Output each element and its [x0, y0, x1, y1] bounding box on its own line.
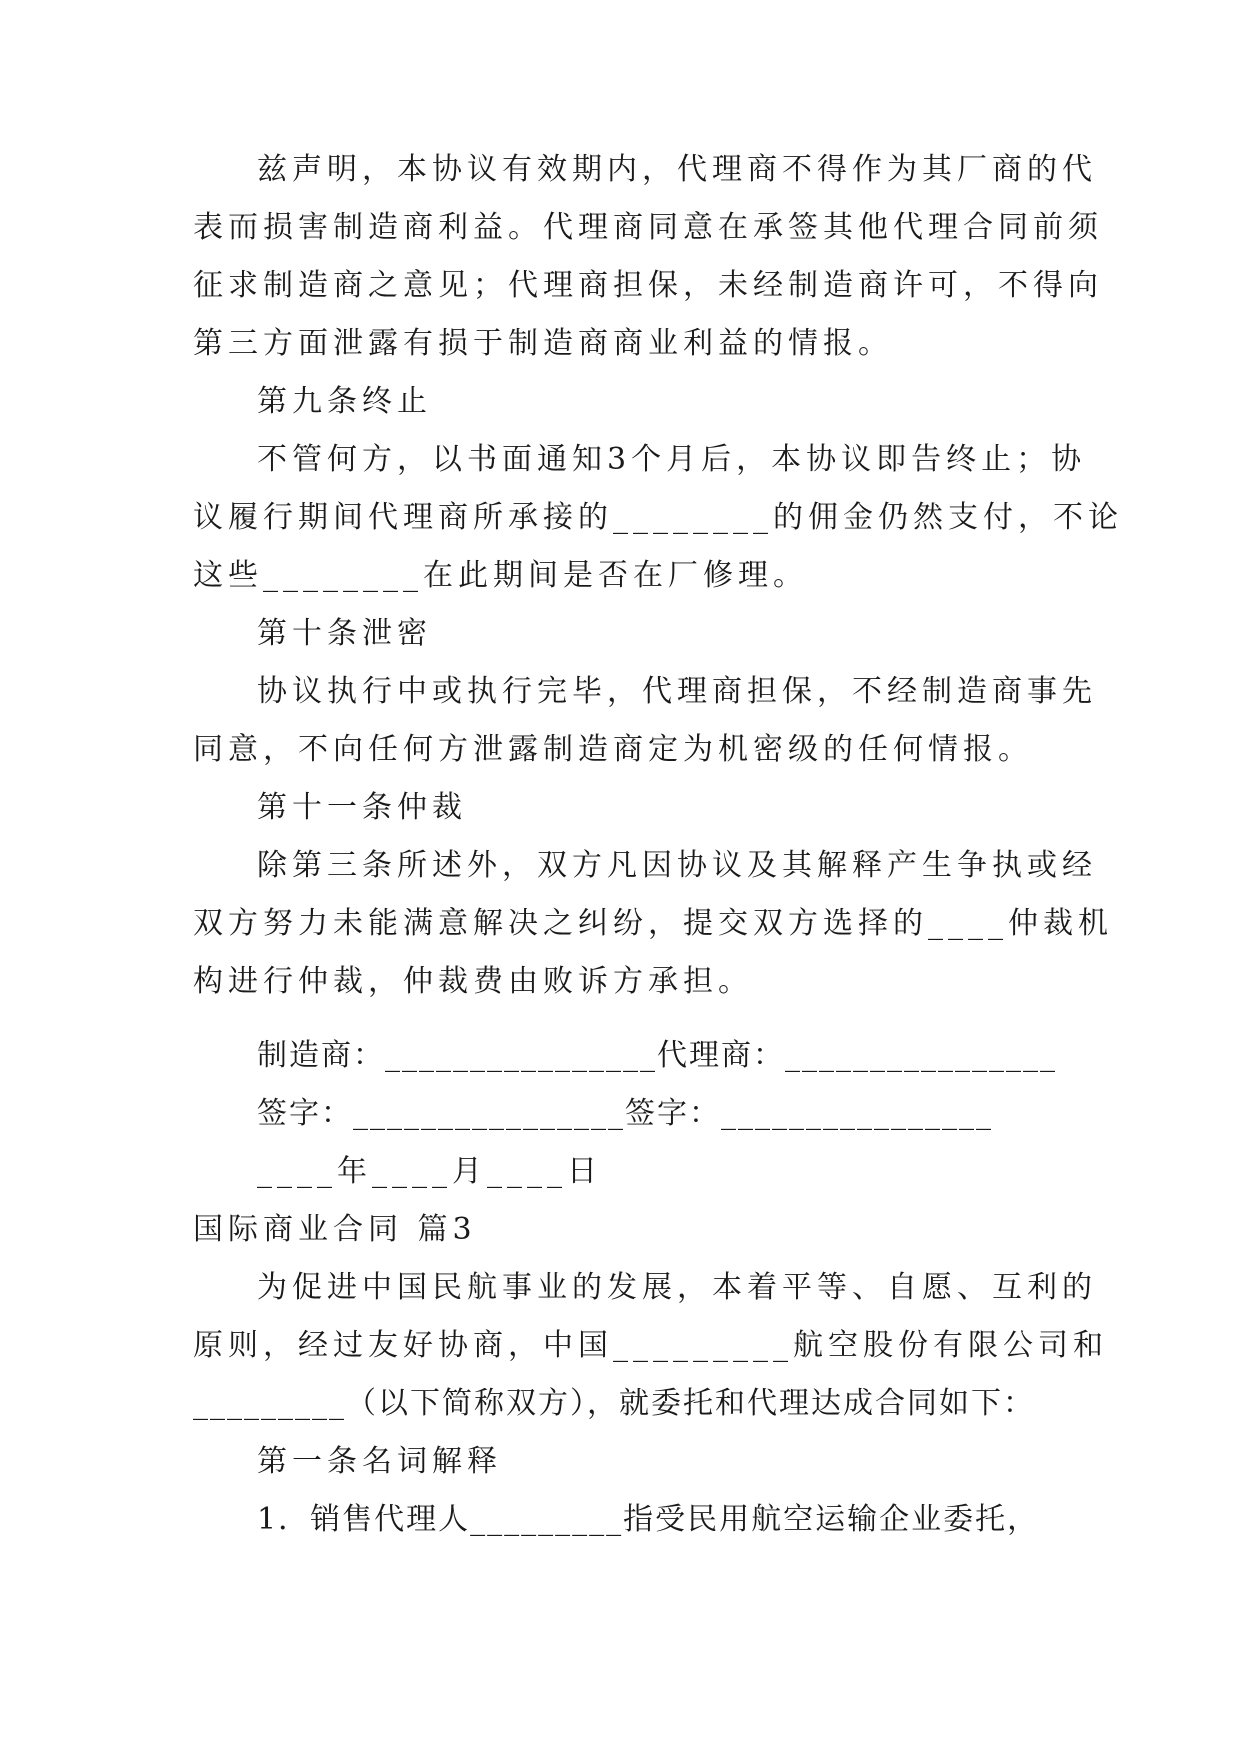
paragraph-line: 表而损害制造商利益。代理商同意在承签其他代理合同前须 [193, 210, 1103, 245]
paragraph-line: 同意，不向任何方泄露制造商定为机密级的任何情报。 [193, 732, 1033, 767]
document-title: 国际商业合同 篇3 [193, 1212, 477, 1247]
section-heading: 第一条名词解释 [257, 1444, 502, 1479]
paragraph-line: 议履行期间代理商所承接的________的佣金仍然支付，不论 [193, 500, 1123, 535]
paragraph-line: _________（以下简称双方），就委托和代理达成合同如下： [193, 1386, 1035, 1421]
paragraph-line: 双方努力未能满意解决之纠纷，提交双方选择的____仲裁机 [193, 906, 1113, 941]
section-heading: 第十条泄密 [257, 616, 432, 651]
section-heading: 第十一条仲裁 [257, 790, 467, 825]
date-line: ____年____月____日 [257, 1154, 602, 1189]
paragraph-line: 原则，经过友好协商，中国_________航空股份有限公司和 [193, 1328, 1108, 1363]
paragraph-line: 兹声明，本协议有效期内，代理商不得作为其厂商的代 [257, 152, 1097, 187]
paragraph-line: 这些________在此期间是否在厂修理。 [193, 558, 808, 593]
signature-line-signatures: 签字：________________签字：________________ [257, 1096, 993, 1131]
paragraph-line: 征求制造商之意见；代理商担保，未经制造商许可，不得向 [193, 268, 1103, 303]
paragraph-line: 第三方面泄露有损于制造商商业利益的情报。 [193, 326, 893, 361]
paragraph-line: 1．销售代理人_________指受民用航空运输企业委托， [257, 1502, 1040, 1537]
signature-line-parties: 制造商：________________代理商：________________ [257, 1038, 1057, 1073]
section-heading: 第九条终止 [257, 384, 432, 419]
paragraph-line: 构进行仲裁，仲裁费由败诉方承担。 [193, 964, 753, 999]
paragraph-line: 为促进中国民航事业的发展，本着平等、自愿、互利的 [257, 1270, 1097, 1305]
paragraph-line: 除第三条所述外，双方凡因协议及其解释产生争执或经 [257, 848, 1097, 883]
paragraph-line: 不管何方，以书面通知3个月后，本协议即告终止；协 [257, 442, 1087, 477]
paragraph-line: 协议执行中或执行完毕，代理商担保，不经制造商事先 [257, 674, 1097, 709]
